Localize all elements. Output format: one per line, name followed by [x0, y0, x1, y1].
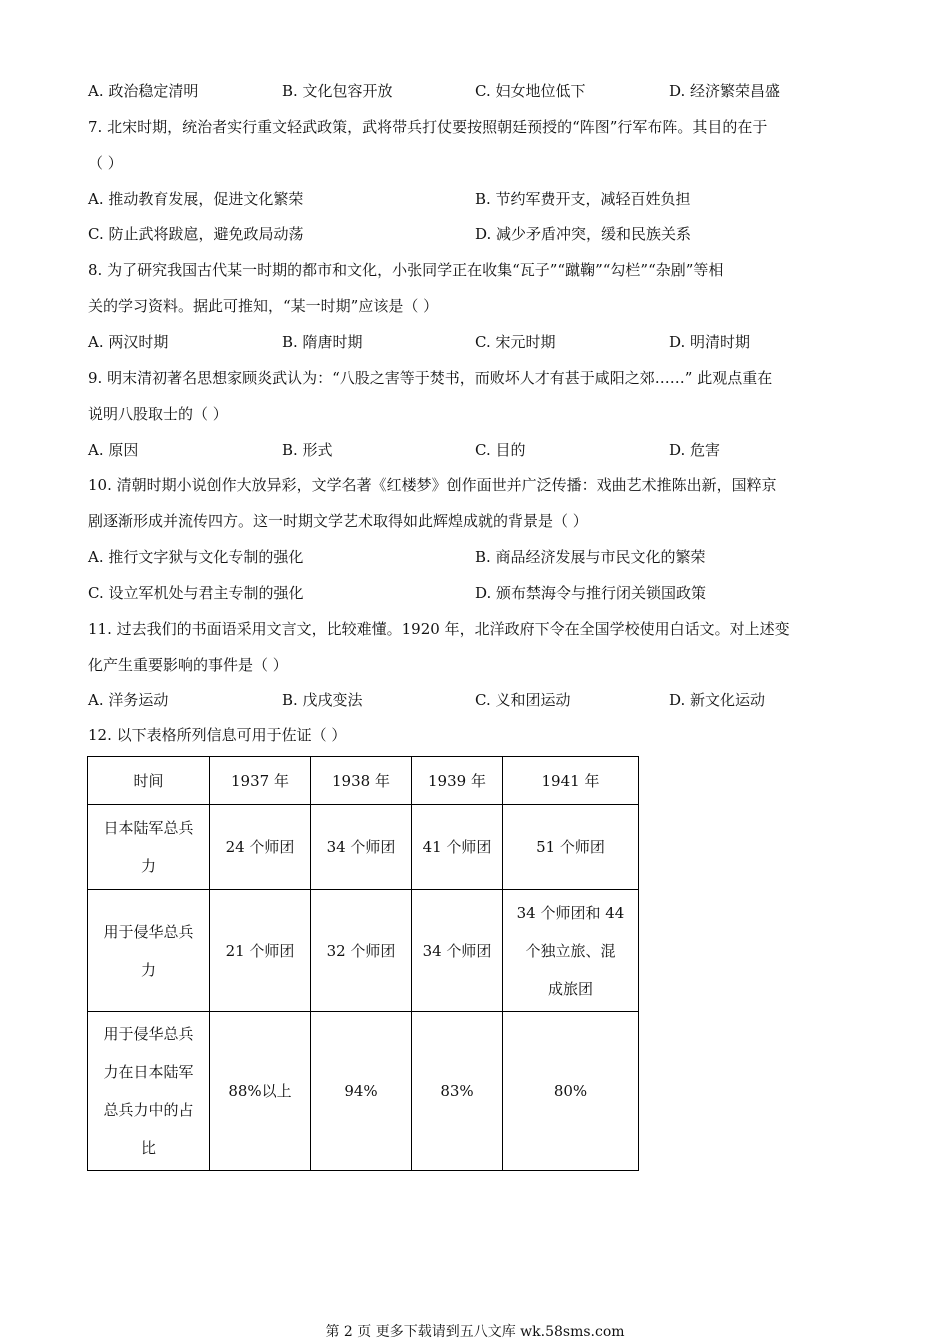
q10-stem-line1: 10. 清朝时期小说创作大放异彩，文学名著《红楼梦》创作面世并广泛传播：戏曲艺术推陈出新，国粹京	[88, 476, 777, 494]
q9-stem-line2: 说明八股取士的（ ）	[88, 405, 228, 423]
q8-option-a: A. 两汉时期	[88, 333, 169, 351]
q8-stem-line2: 关的学习资料。据此可推知，“某一时期”应该是（ ）	[88, 297, 439, 315]
table-header-cell: 1939 年	[412, 757, 503, 805]
q7-option-d: D. 减少矛盾冲突，缓和民族关系	[475, 225, 692, 243]
table-header-cell: 时间	[88, 757, 210, 805]
table-cell: 51 个师团	[503, 805, 639, 890]
q6-option-c: C. 妇女地位低下	[475, 82, 586, 100]
q10-stem-line2: 剧逐渐形成并流传四方。这一时期文学艺术取得如此辉煌成就的背景是（ ）	[88, 512, 588, 530]
q11-option-c: C. 义和团运动	[475, 691, 571, 709]
table-row-label: 用于侵华总兵 力	[88, 890, 210, 1012]
q9-option-d: D. 危害	[669, 441, 721, 459]
q8-stem-line1: 8. 为了研究我国古代某一时期的都市和文化，小张同学正在收集“瓦子”“蹴鞠”“勾栏”“杂剧”等相	[88, 261, 724, 279]
q6-option-b: B. 文化包容开放	[282, 82, 393, 100]
table-row	[88, 805, 639, 890]
table-row	[88, 890, 639, 1012]
table-row-label: 日本陆军总兵 力	[88, 805, 210, 890]
q7-stem-line1: 7. 北宋时期，统治者实行重文轻武政策，武将带兵打仗要按照朝廷预授的“阵图”行军布阵。其目的在于	[88, 118, 768, 136]
table-cell: 34 个师团和 44 个独立旅、混 成旅团	[503, 890, 639, 1012]
q11-option-a: A. 洋务运动	[88, 691, 169, 709]
q12-data-table	[87, 756, 639, 1171]
table-row-label: 用于侵华总兵 力在日本陆军 总兵力中的占 比	[88, 1012, 210, 1171]
q9-option-b: B. 形式	[282, 441, 333, 459]
q7-option-a: A. 推动教育发展，促进文化繁荣	[88, 190, 304, 208]
q9-option-c: C. 目的	[475, 441, 526, 459]
q9-stem-line1: 9. 明末清初著名思想家顾炎武认为：“八股之害等于焚书，而败坏人才有甚于咸阳之郊……” 此观点重在	[88, 369, 773, 387]
q8-option-c: C. 宋元时期	[475, 333, 556, 351]
table-cell: 34 个师团	[412, 890, 503, 1012]
q11-stem-line1: 11. 过去我们的书面语采用文言文，比较难懂。1920 年，北洋政府下令在全国学校使用白话文。对上述变	[88, 620, 790, 638]
q11-option-b: B. 戊戌变法	[282, 691, 363, 709]
table-cell: 34 个师团	[311, 805, 412, 890]
q8-option-d: D. 明清时期	[669, 333, 751, 351]
table-cell: 94%	[311, 1012, 412, 1171]
table-header-cell: 1937 年	[210, 757, 311, 805]
q8-option-b: B. 隋唐时期	[282, 333, 363, 351]
table-cell: 21 个师团	[210, 890, 311, 1012]
table-cell: 32 个师团	[311, 890, 412, 1012]
table-cell: 88%以上	[210, 1012, 311, 1171]
q7-stem-line2: （ ）	[88, 154, 123, 172]
page-footer: 第 2 页 更多下载请到五八文库 wk.58sms.com	[325, 1324, 625, 1340]
table-row	[88, 1012, 639, 1171]
q10-option-d: D. 颁布禁海令与推行闭关锁国政策	[475, 584, 707, 602]
q12-stem: 12. 以下表格所列信息可用于佐证（ ）	[88, 726, 347, 744]
q10-option-b: B. 商品经济发展与市民文化的繁荣	[475, 548, 706, 566]
q6-option-a: A. 政治稳定清明	[88, 82, 199, 100]
table-header-cell: 1941 年	[503, 757, 639, 805]
table-cell: 41 个师团	[412, 805, 503, 890]
q11-stem-line2: 化产生重要影响的事件是（ ）	[88, 656, 288, 674]
table-cell: 83%	[412, 1012, 503, 1171]
table-cell: 24 个师团	[210, 805, 311, 890]
q10-option-c: C. 设立军机处与君主专制的强化	[88, 584, 304, 602]
table-cell: 80%	[503, 1012, 639, 1171]
q10-option-a: A. 推行文字狱与文化专制的强化	[88, 548, 304, 566]
q11-option-d: D. 新文化运动	[669, 691, 766, 709]
q7-option-c: C. 防止武将跋扈，避免政局动荡	[88, 225, 304, 243]
table-header-cell: 1938 年	[311, 757, 412, 805]
q6-option-d: D. 经济繁荣昌盛	[669, 82, 781, 100]
table-header-row	[88, 757, 639, 805]
q9-option-a: A. 原因	[88, 441, 139, 459]
q7-option-b: B. 节约军费开支，减轻百姓负担	[475, 190, 691, 208]
